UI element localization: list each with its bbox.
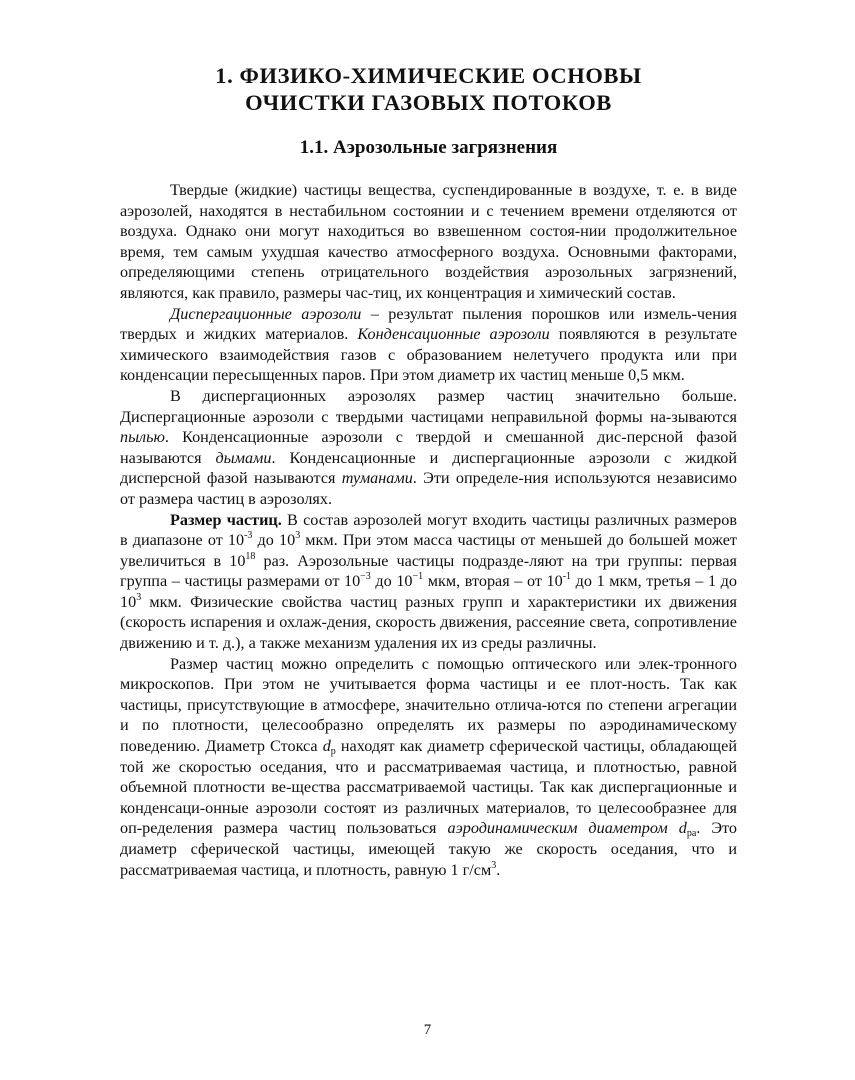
text: появляются в результате химического взаимодействия газов с образованием нелетучего продукта или при конденсации пересыщенных паров. При этом диаметр их частиц меньше 0,5 мкм. — [120, 325, 738, 385]
term-fog: туманами — [341, 469, 413, 488]
text: до 10 — [252, 531, 296, 550]
text: . — [496, 860, 501, 879]
text: до 1 мкм, третья – 1 до 10 — [120, 572, 737, 611]
text: – результат пыления порошков или измель-чения твердых и жидких материалов. — [120, 304, 737, 344]
term-dust: пылью — [120, 428, 165, 447]
section-title: 1.1. Аэрозольные загрязнения — [299, 137, 558, 158]
text: . Конденсационные и диспергационные аэрозоли с жидкой дисперсной фазой называются — [120, 448, 737, 488]
text: . Конденсационные аэрозоли с твердой и смешанной дис-персной фазой называются — [120, 428, 737, 467]
term-condensation-aerosols: Конденсационные аэрозоли — [357, 325, 550, 344]
exponent: −3 — [360, 571, 371, 583]
text — [668, 819, 679, 837]
run-in-heading: Размер частиц. — [170, 510, 282, 529]
paragraph-particle-size — [120, 510, 737, 654]
chapter-title-line2: ОЧИСТКИ ГАЗОВЫХ ПОТОКОВ — [245, 90, 612, 115]
text: В состав аэрозолей могут входить частицы различных размеров в диапазоне от 10 — [120, 510, 737, 550]
variable-d: d — [678, 819, 687, 838]
text: мкм, вторая – от 10 — [423, 572, 563, 591]
paragraph-intro: Твердые (жидкие) частицы вещества, суспендированные в воздухе, т. е. в виде аэрозолей, находятся в нестабильном состоянии и с течением времени отделяются от воздуха. Однако они могут находиться во взвешенном состоя-нии продолжительное время, тем самым ухудшая качество атмосферного воздуха. Основными факторами, определяющими степень отрицательного воздействия аэрозольных загрязнений, являются, как правило, размеры час-тиц, их концентрация и химический состав. — [120, 181, 737, 302]
text: мкм. При этом масса частицы от меньшей до большей может увеличиться в 10 — [120, 531, 737, 570]
paragraph-measurement — [120, 654, 737, 881]
text: раз. Аэрозольные частицы подразде-ляют на три группы: первая группа – частицы размерами от 10 — [120, 551, 737, 591]
chapter-title — [120, 62, 737, 116]
text: . Это диаметр сферической частицы, имеющей такую же скорость оседания, что и рассматриваемая частица, и плотность, равную 1 г/см — [120, 819, 737, 879]
term-aerodynamic-diameter: аэродинамическим диаметром — [447, 819, 668, 838]
subscript: p — [330, 746, 336, 758]
exponent: -1 — [562, 571, 572, 583]
paragraph-aerosol-types — [120, 304, 737, 386]
text: до 10 — [370, 572, 413, 591]
text: . Эти определе-ния используются независимо от размера частиц в аэрозолях. — [120, 469, 737, 508]
paragraph-dust-smoke-fog — [120, 386, 737, 510]
text: В диспергационных аэрозолях размер частиц значительно больше. Диспергационные аэрозоли с твердыми частицами неправильной формы на-зываются — [120, 386, 737, 426]
variable-d: d — [322, 737, 331, 756]
exponent: 3 — [491, 859, 497, 871]
page-number: 7 — [423, 1022, 432, 1038]
term-dispersion-aerosols: Диспергационные аэрозоли — [170, 304, 362, 323]
term-smoke: дымами — [215, 448, 272, 467]
text: мкм. Физические свойства частиц разных групп и характеристики их движения (скорость испарения и охлаж-дения, скорость движения, рассеяние света, сопротивление движению и т. д.), а также механизм удаления их из среды различны. — [120, 592, 737, 653]
exponent: 18 — [245, 550, 256, 562]
chapter-title-line1: 1. ФИЗИКО-ХИМИЧЕСКИЕ ОСНОВЫ — [215, 63, 642, 88]
exponent: 3 — [295, 530, 301, 542]
subscript: pa — [686, 828, 697, 840]
text: Размер частиц можно определить с помощью оптического или элек-тронного микроскопов. При этом не учитывается форма частицы и ее плот-ность. Так как частицы, присутствующие в атмосфере, значительно отлича-ются по степени агрегации и по плотности, целесообразно определять их размеры по аэродинамическому поведению. Диаметр Стокса — [120, 654, 737, 756]
exponent: 3 — [136, 591, 142, 603]
document-page — [120, 62, 737, 880]
exponent: −1 — [412, 571, 424, 583]
text: находят как диаметр сферической частицы, обладающей той же скоростью оседания, что и рассматриваемая частица, и плотностью, равной объемной плотности ве-щества рассматриваемой частицы. Так как диспергационные и конденсаци-онные аэрозоли состоят из различных материалов, то целесообразнее для оп-ределения размера частиц пользоваться — [120, 737, 737, 838]
exponent: -3 — [244, 530, 253, 542]
